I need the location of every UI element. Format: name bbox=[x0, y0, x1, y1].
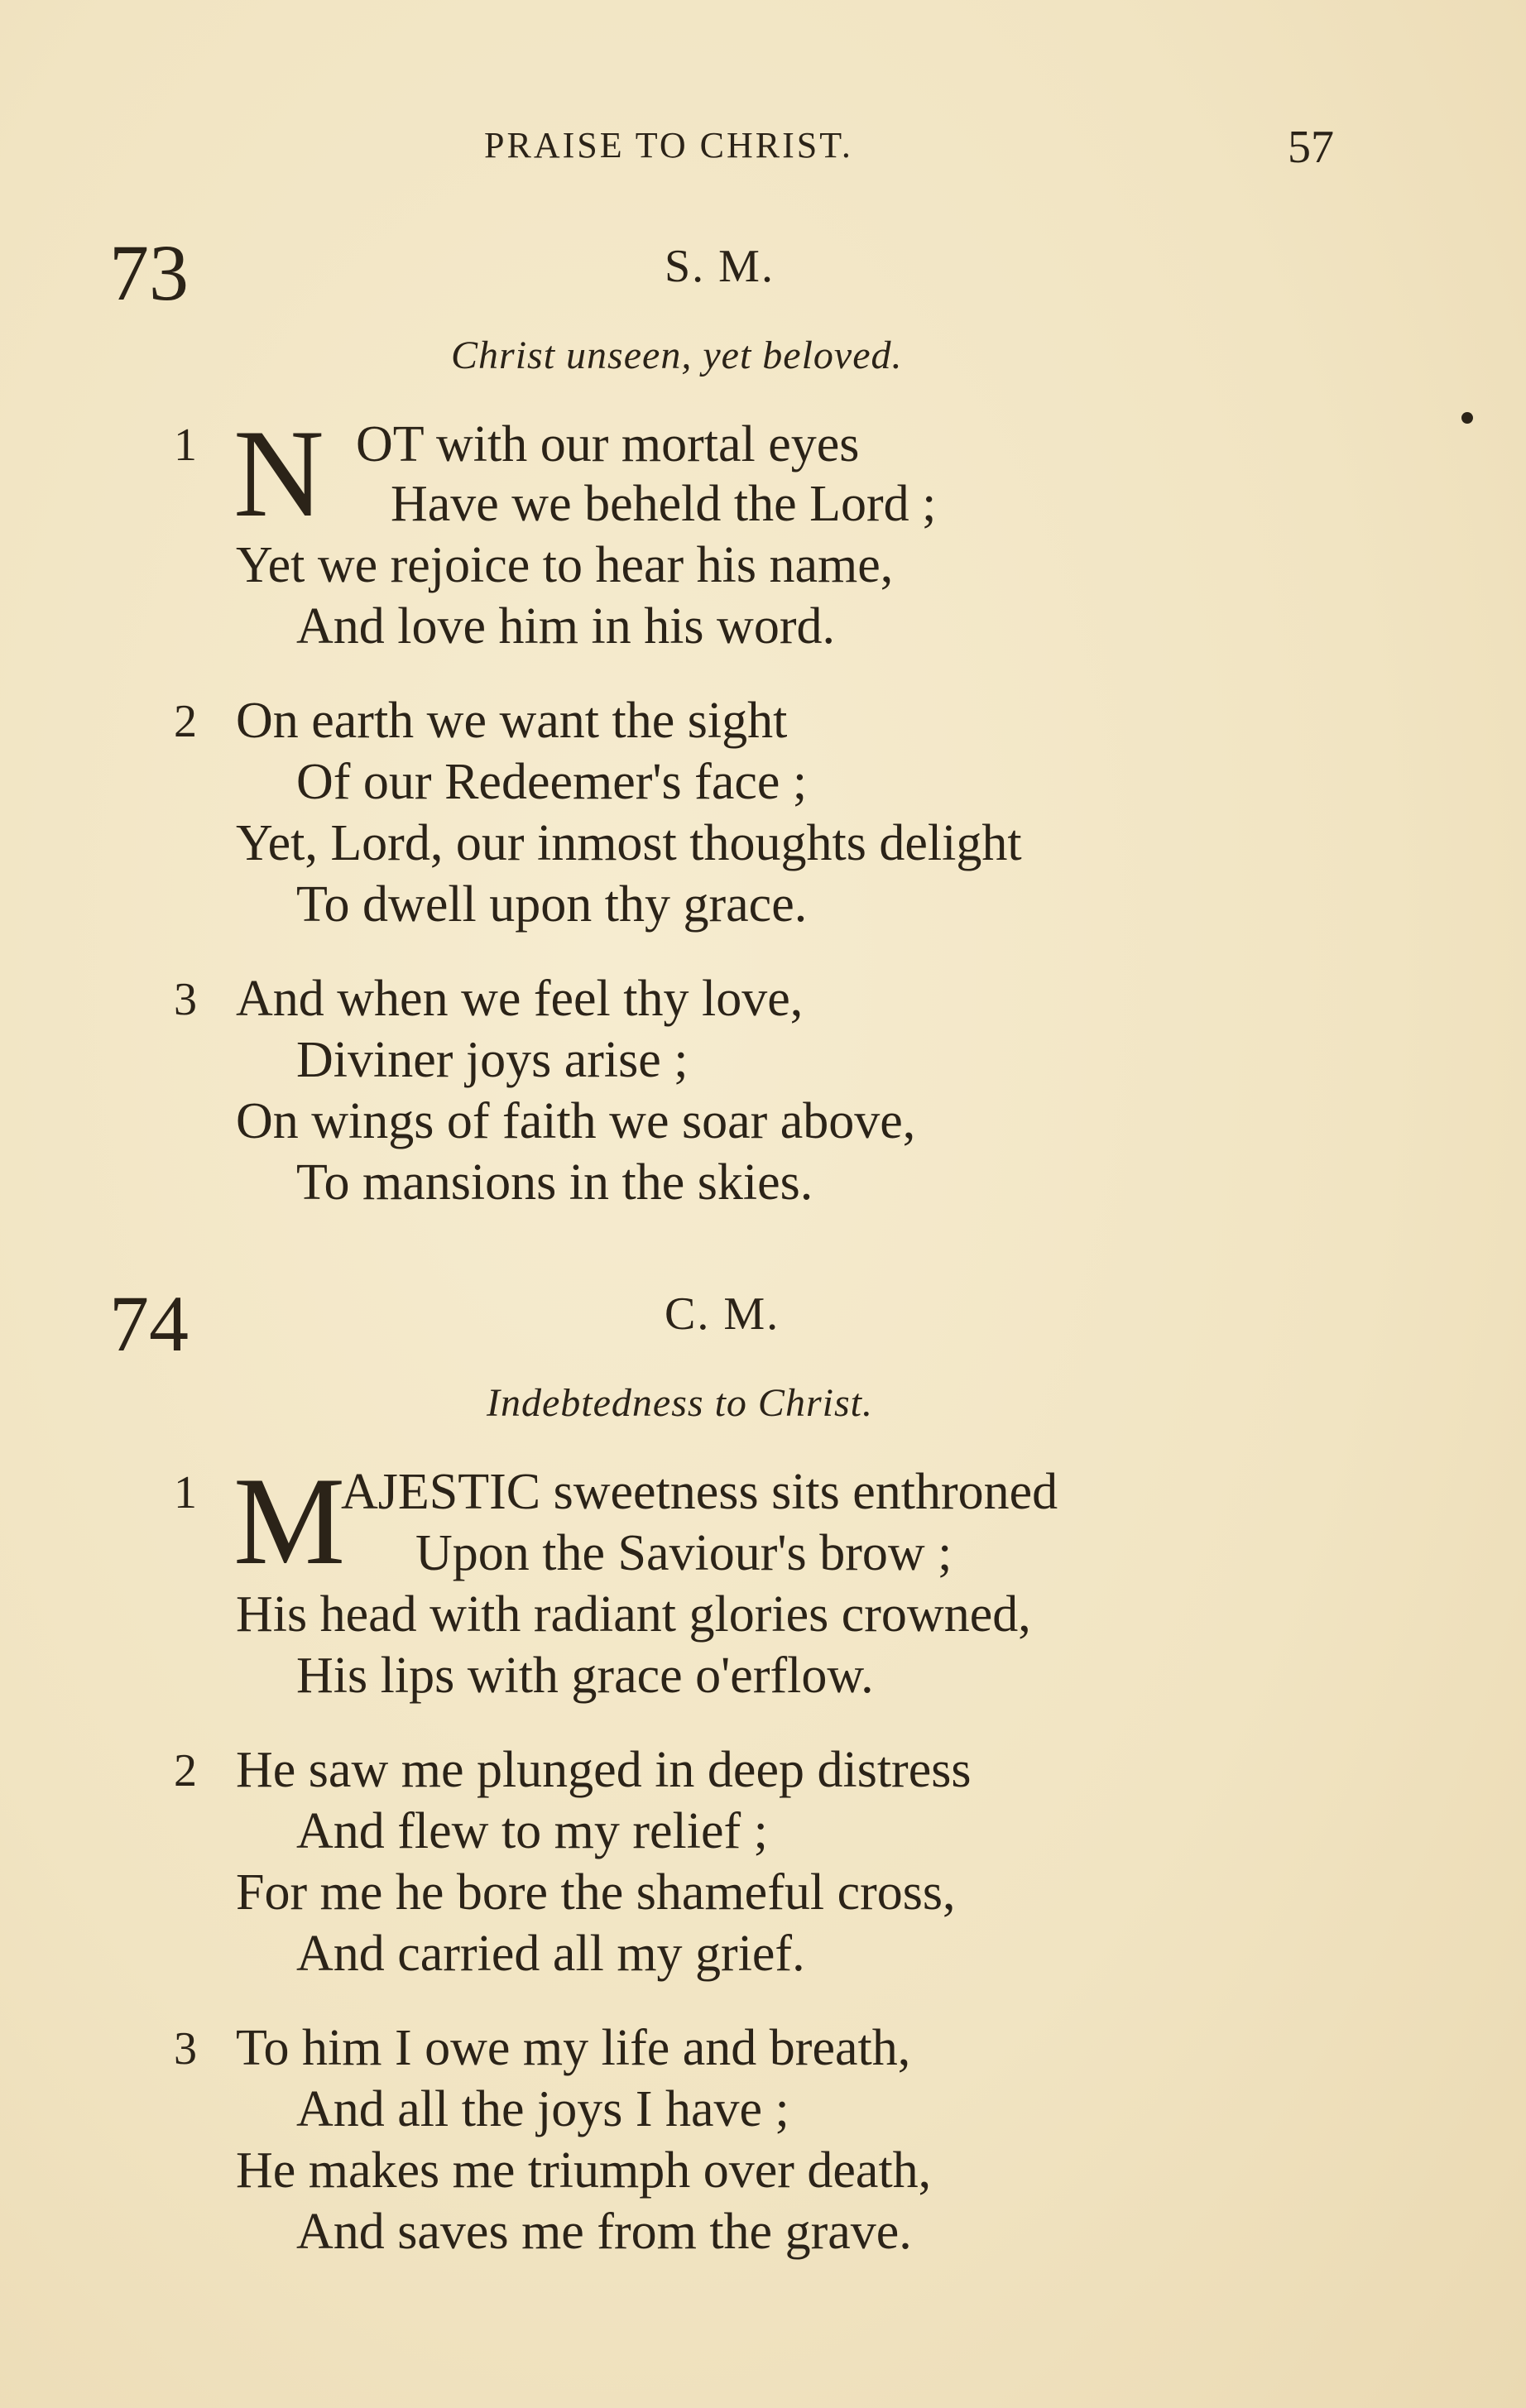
drop-cap: M bbox=[233, 1451, 346, 1590]
hymn-meter: S. M. bbox=[665, 241, 775, 292]
hymn-number: 74 bbox=[109, 1279, 189, 1368]
verse-line: To mansions in the skies. bbox=[296, 1154, 813, 1211]
page-number: 57 bbox=[1288, 122, 1334, 173]
hymn-meter: C. M. bbox=[665, 1288, 780, 1340]
verse-line: Of our Redeemer's face ; bbox=[296, 754, 808, 810]
hymn-subtitle: Indebtedness to Christ. bbox=[487, 1381, 873, 1425]
running-head: PRAISE TO CHRIST. bbox=[484, 125, 853, 165]
verse-line: He saw me plunged in deep distress bbox=[236, 1742, 972, 1798]
hymn-number: 73 bbox=[109, 228, 189, 317]
stanza-number: 2 bbox=[174, 1745, 197, 1796]
verse-line: Have we beheld the Lord ; bbox=[391, 476, 937, 532]
verse-line: To him I owe my life and breath, bbox=[236, 2020, 911, 2076]
verse-line: He makes me triumph over death, bbox=[236, 2142, 932, 2199]
verse-line: Upon the Saviour's brow ; bbox=[415, 1525, 953, 1581]
verse-line: And carried all my grief. bbox=[296, 1926, 805, 1982]
verse-line: On earth we want the sight bbox=[236, 693, 788, 749]
verse-line: His lips with grace o'erflow. bbox=[296, 1648, 874, 1704]
stanza-number: 2 bbox=[174, 696, 197, 747]
verse-line: And when we feel thy love, bbox=[236, 971, 804, 1027]
verse-line: OT with our mortal eyes bbox=[356, 416, 860, 472]
verse-line: Diviner joys arise ; bbox=[296, 1032, 689, 1088]
verse-line: On wings of faith we soar above, bbox=[236, 1093, 916, 1149]
stanza-number: 3 bbox=[174, 974, 197, 1025]
verse-line: And love him in his word. bbox=[296, 598, 835, 655]
drop-cap: N bbox=[233, 404, 324, 543]
verse-line: To dwell upon thy grace. bbox=[296, 876, 808, 933]
ink-speck bbox=[1461, 412, 1473, 424]
verse-line: Yet we rejoice to hear his name, bbox=[236, 537, 894, 593]
stanza-number: 1 bbox=[174, 420, 197, 471]
verse-line: For me he bore the shameful cross, bbox=[236, 1864, 956, 1921]
verse-line: AJESTIC sweetness sits enthroned bbox=[341, 1464, 1058, 1520]
verse-line: And flew to my relief ; bbox=[296, 1803, 768, 1859]
stanza-number: 1 bbox=[174, 1467, 197, 1518]
stanza-number: 3 bbox=[174, 2023, 197, 2075]
verse-line: And all the joys I have ; bbox=[296, 2081, 789, 2137]
verse-line: His head with radiant glories crowned, bbox=[236, 1586, 1031, 1643]
verse-line: Yet, Lord, our inmost thoughts delight bbox=[236, 815, 1022, 871]
hymn-subtitle: Christ unseen, yet beloved. bbox=[451, 333, 903, 377]
verse-line: And saves me from the grave. bbox=[296, 2204, 912, 2260]
